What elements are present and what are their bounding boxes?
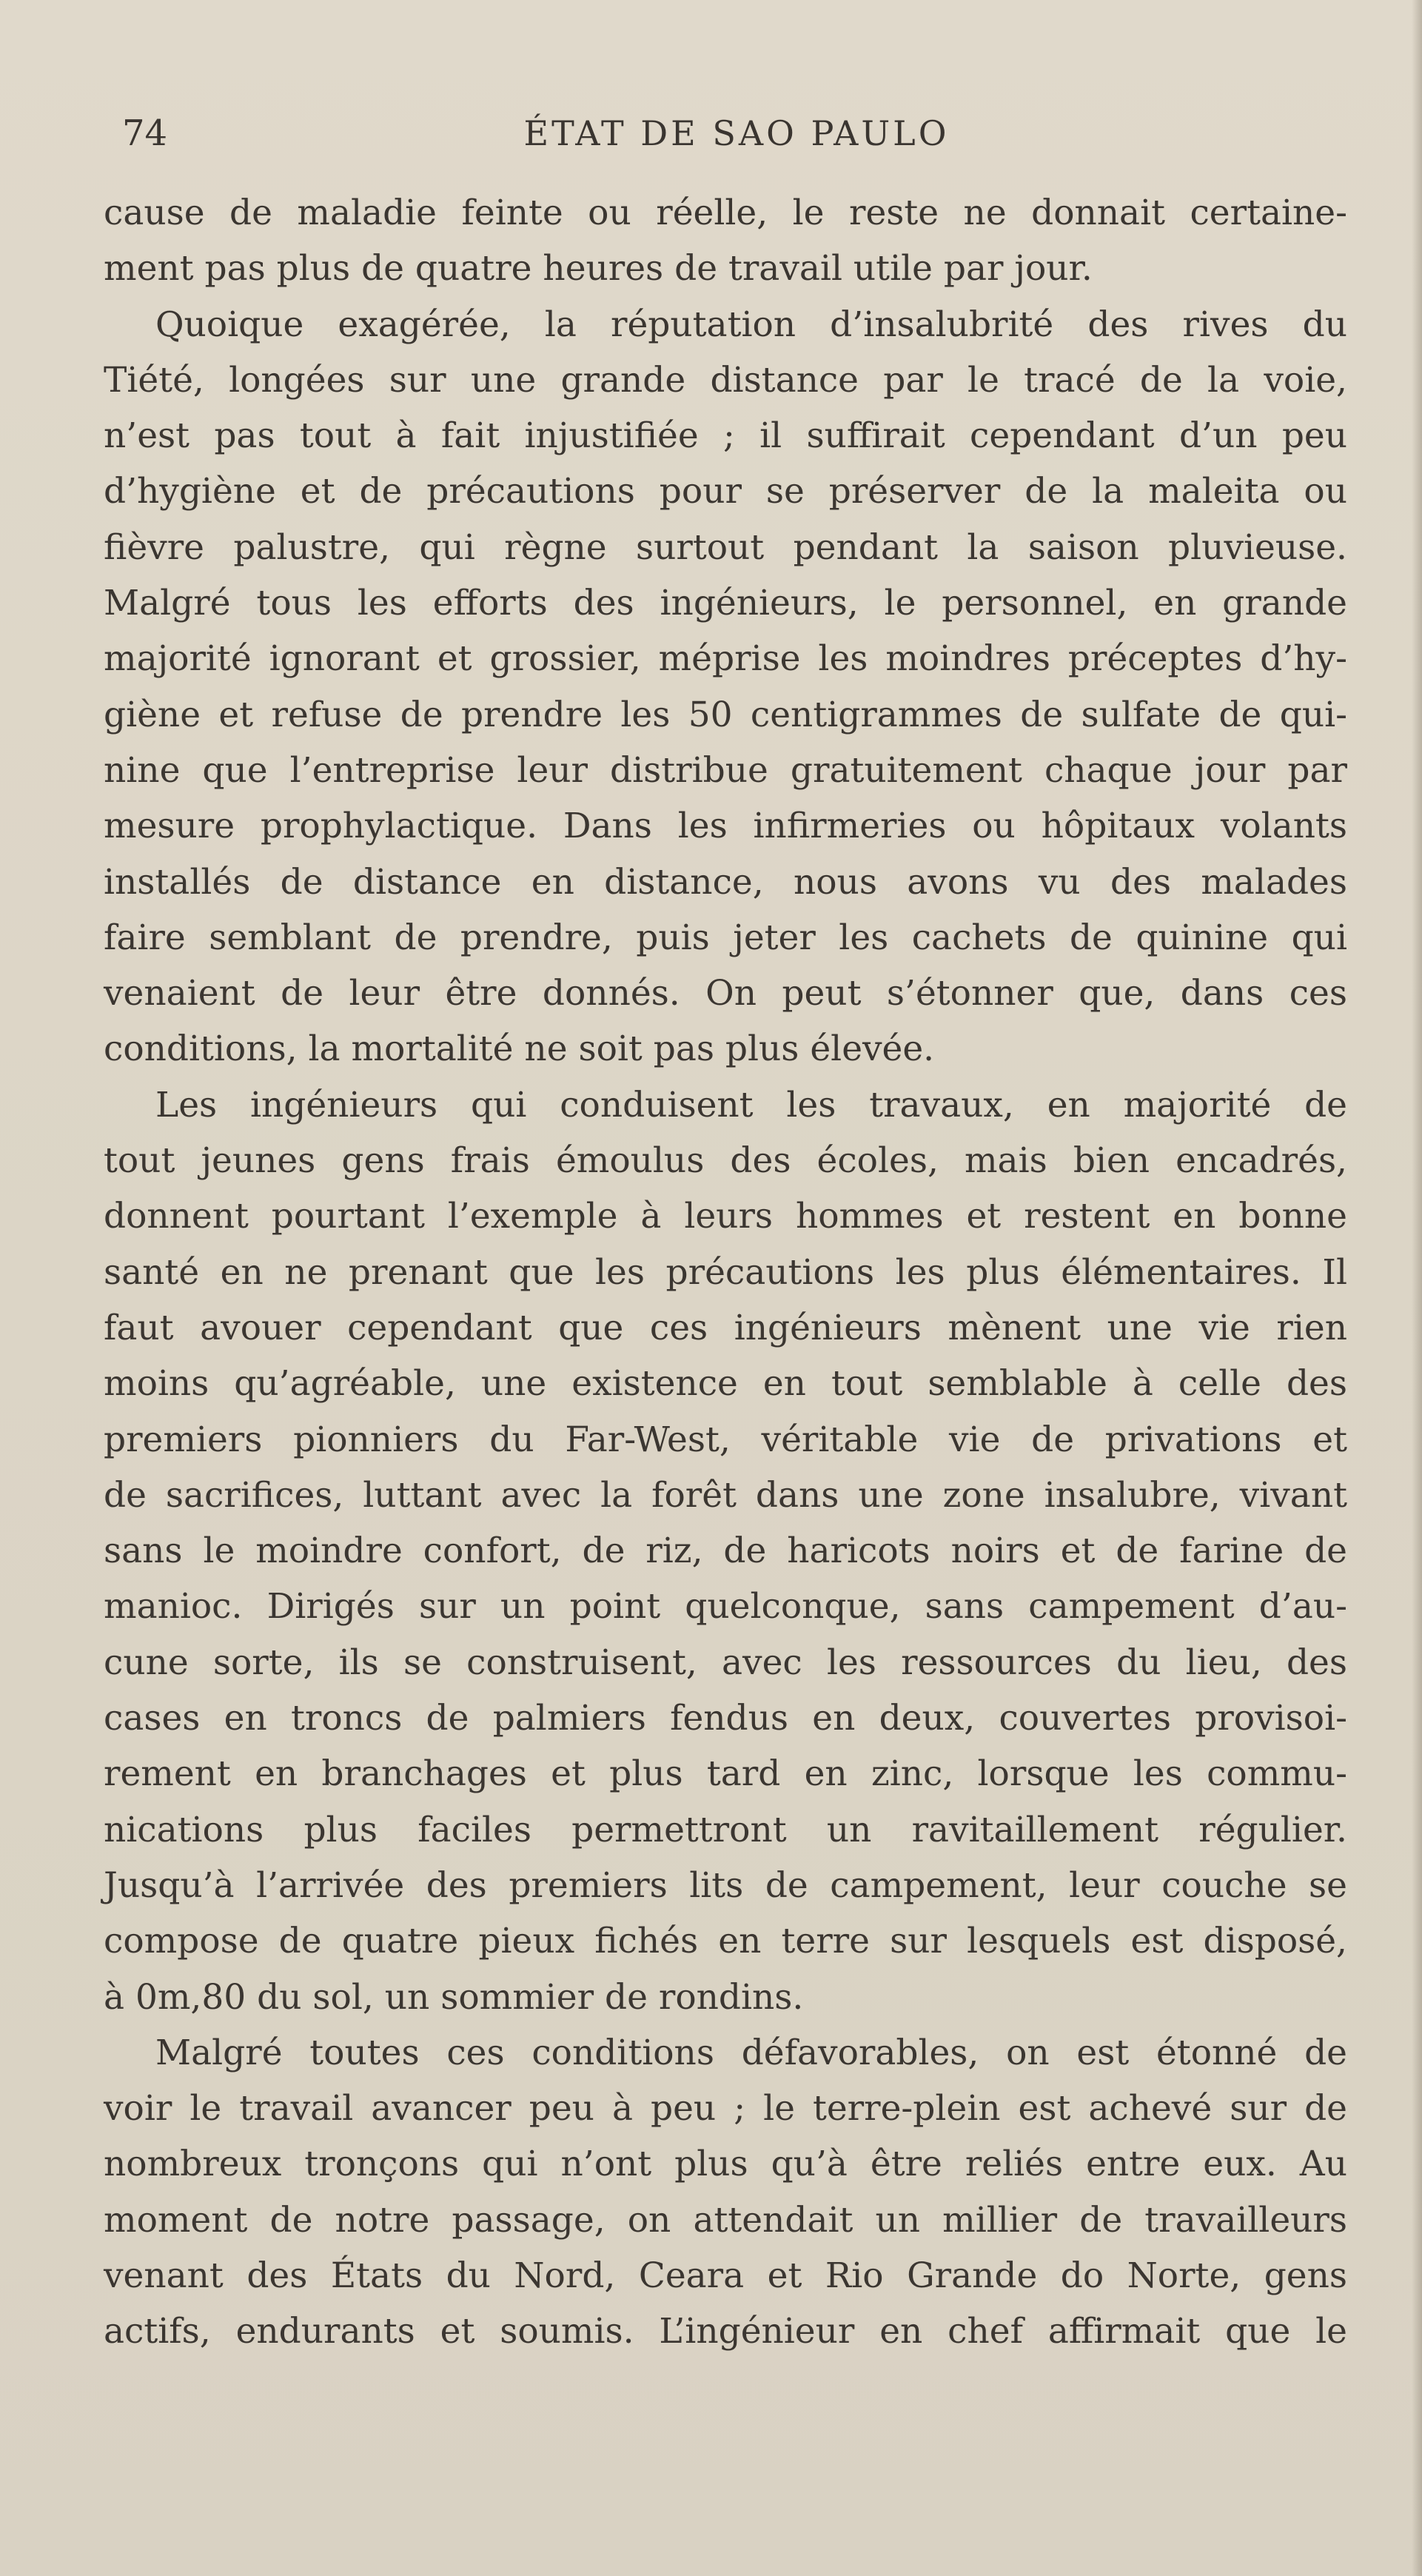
text-line: à 0m,80 du sol, un sommier de rondins.: [104, 1976, 804, 2018]
text-line: faut avouer cependant que ces ingénieurs mènent une vie rien: [104, 1307, 1347, 1348]
text-line: conditions, la mortalité ne soit pas plus élevée.: [104, 1028, 935, 1070]
text-line: faire semblant de prendre, puis jeter les cachets de quinine qui: [104, 917, 1347, 958]
text-line: Malgré tous les efforts des ingénieurs, le personnel, en grande: [104, 583, 1347, 624]
text-line: mesure prophylactique. Dans les infirmeries ou hôpitaux volants: [104, 806, 1347, 847]
text-line: moins qu’agréable, une existence en tout semblable à celle des: [104, 1363, 1347, 1405]
text-line: voir le travail avancer peu à peu ; le terre-plein est achevé sur de: [104, 2088, 1347, 2130]
text-line: Quoique exagérée, la réputation d’insalubrité des rives du: [155, 304, 1347, 345]
text-line: venant des États du Nord, Ceara et Rio Grande do Norte, gens: [104, 2255, 1347, 2296]
text-line: nications plus faciles permettront un ravitaillement régulier.: [104, 1809, 1347, 1850]
text-line: nombreux tronçons qui n’ont plus qu’à être reliés entre eux. Au: [104, 2144, 1347, 2185]
page-edge-shadow: [1412, 0, 1422, 2576]
text-line: sans le moindre confort, de riz, de haricots noirs et de farine de: [104, 1530, 1347, 1572]
text-line: nine que l’entreprise leur distribue gratuitement chaque jour par: [104, 749, 1347, 791]
text-line: majorité ignorant et grossier, méprise les moindres préceptes d’hy-: [104, 638, 1347, 680]
paragraph: [104, 185, 1347, 297]
text-line: installés de distance en distance, nous avons vu des malades: [104, 861, 1347, 903]
text-line: Tiété, longées sur une grande distance par le tracé de la voie,: [104, 359, 1347, 401]
text-line: Les ingénieurs qui conduisent les travaux, en majorité de: [155, 1084, 1347, 1125]
text-line: cause de maladie feinte ou réelle, le reste ne donnait certaine-: [104, 193, 1347, 233]
text-line: cune sorte, ils se construisent, avec les ressources du lieu, des: [104, 1642, 1347, 1683]
page-header: [122, 107, 1351, 159]
body-text: [104, 185, 1347, 2360]
text-line: rement en branchages et plus tard en zinc, lorsque les commu-: [104, 1753, 1347, 1795]
paragraph: [104, 297, 1347, 1077]
text-line: Jusqu’à l’arrivée des premiers lits de campement, leur couche se: [104, 1864, 1347, 1906]
paragraph: [104, 1077, 1347, 2025]
text-line: donnent pourtant l’exemple à leurs hommes et restent en bonne: [104, 1196, 1347, 1237]
running-title: ÉTAT DE SAO PAULO: [523, 113, 950, 153]
text-line: giène et refuse de prendre les 50 centigrammes de sulfate de qui-: [104, 694, 1347, 735]
text-line: santé en ne prenant que les précautions les plus élémentaires. Il: [104, 1251, 1347, 1293]
text-line: d’hygiène et de précautions pour se préserver de la maleita ou: [104, 471, 1347, 512]
text-line: moment de notre passage, on attendait un millier de travailleurs: [104, 2199, 1347, 2241]
text-line: de sacrifices, luttant avec la forêt dans une zone insalubre, vivant: [104, 1474, 1347, 1516]
text-line: premiers pionniers du Far-West, véritable vie de privations et: [104, 1419, 1347, 1460]
text-line: compose de quatre pieux fichés en terre sur lesquels est disposé,: [104, 1921, 1347, 1962]
text-line: ment pas plus de quatre heures de travail utile par jour.: [104, 248, 1093, 290]
text-line: actifs, endurants et soumis. L’ingénieur en chef affirmait que le: [104, 2311, 1347, 2352]
text-line: tout jeunes gens frais émoulus des écoles, mais bien encadrés,: [104, 1140, 1347, 1182]
text-line: fièvre palustre, qui règne surtout pendant la saison pluvieuse.: [104, 526, 1347, 568]
text-line: n’est pas tout à fait injustifiée ; il suffirait cependant d’un peu: [104, 415, 1347, 457]
text-line: manioc. Dirigés sur un point quelconque, sans campement d’au-: [104, 1586, 1347, 1627]
text-line: Malgré toutes ces conditions défavorables, on est étonné de: [155, 2032, 1347, 2073]
page-number: 74: [122, 113, 168, 154]
paragraph: [104, 2025, 1347, 2360]
text-line: venaient de leur être donnés. On peut s’étonner que, dans ces: [104, 973, 1347, 1014]
text-line: cases en troncs de palmiers fendus en deux, couvertes provisoi-: [104, 1698, 1347, 1739]
